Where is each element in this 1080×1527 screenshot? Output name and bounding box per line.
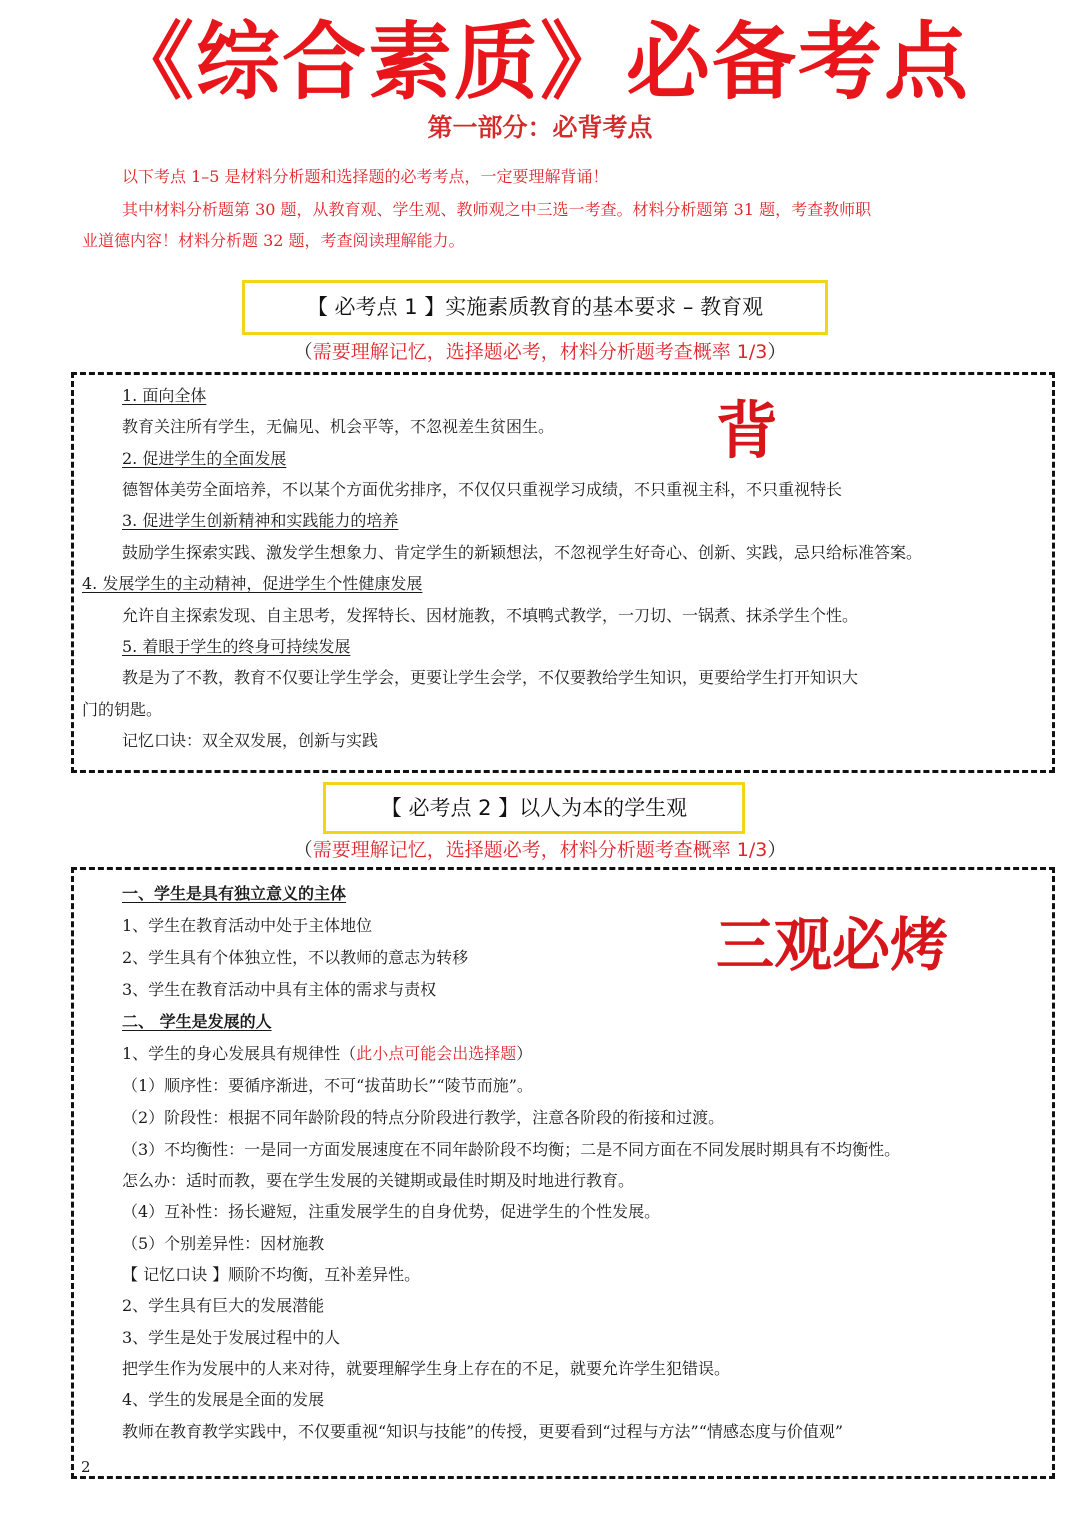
kp1-item-5-text: 教是为了不教，教育不仅要让学生学会，更要让学生会学，不仅要教给学生知识，更要给学生打开知识大 xyxy=(122,668,859,687)
kp2-line-stage: （2）阶段性：根据不同年龄阶段的特点分阶段进行教学，注意各阶段的衔接和过渡。 xyxy=(122,1108,725,1127)
kp1-note-open: （ xyxy=(293,341,313,363)
kp1-note xyxy=(0,339,1080,365)
kp2-heading: 【 必考点 2 】以人为本的学生观 xyxy=(380,796,688,820)
kp1-item-1-title: 1. 面向全体 xyxy=(122,386,207,405)
kp2-section-2-title: 二、 学生是发展的人 xyxy=(122,1012,272,1031)
kp2-line-process-text: 把学生作为发展中的人来对待，就要理解学生身上存在的不足，就要允许学生犯错误。 xyxy=(122,1359,731,1378)
kp2-line-sequence: （1）顺序性：要循序渐进，不可“拔苗助长”“陵节而施”。 xyxy=(122,1076,533,1095)
kp2-line-3: 3、学生在教育活动中具有主体的需求与责权 xyxy=(122,980,437,999)
intro-line-1: 以下考点 1–5 是材料分析题和选择题的必考考点，一定要理解背诵！ xyxy=(122,167,609,186)
kp1-note-close: ） xyxy=(767,341,787,363)
kp1-item-4-title: 4. 发展学生的主动精神，促进学生个性健康发展 xyxy=(82,574,423,593)
kp1-note-text: 需要理解记忆，选择题必考，材料分析题考查概率 1/3 xyxy=(312,341,768,363)
kp2-regularity-text: 1、学生的身心发展具有规律性（ xyxy=(122,1044,357,1063)
sub-title: 第一部分：必背考点 xyxy=(427,113,653,142)
kp2-line-imbalance: （3）不均衡性：一是同一方面发展速度在不同年龄阶段不均衡；二是不同方面在不同发展时期具有不均衡性。 xyxy=(122,1140,901,1159)
kp1-item-3-title: 3. 促进学生创新精神和实践能力的培养 xyxy=(122,511,399,530)
kp1-item-2-text: 德智体美劳全面培养，不以某个方面优劣排序，不仅仅只重视学习成绩，不只重视主科，不只重视特长 xyxy=(122,480,843,499)
kp1-heading: 【 必考点 1 】实施素质教育的基本要求 – 教育观 xyxy=(306,295,764,319)
kp2-line-1: 1、学生在教育活动中处于主体地位 xyxy=(122,916,373,935)
main-title: 《综合素质》必备考点 xyxy=(109,13,970,111)
kp1-item-5-text-cont: 门的钥匙。 xyxy=(82,700,163,719)
kp2-line-difference: （5）个别差异性：因材施教 xyxy=(122,1234,325,1253)
kp2-section-1-title: 一、学生是具有独立意义的主体 xyxy=(122,884,347,903)
kp1-heading-box xyxy=(242,280,828,335)
kp1-item-1-text: 教育关注所有学生，无偏见、机会平等，不忽视差生贫困生。 xyxy=(122,417,555,436)
kp2-stamp: 三观必烤 xyxy=(716,911,949,979)
kp1-item-5-title: 5. 着眼于学生的终身可持续发展 xyxy=(122,637,351,656)
kp2-line-howto: 怎么办：适时而教，要在学生发展的关键期或最佳时期及时地进行教育。 xyxy=(122,1171,635,1190)
kp2-line-process: 3、学生是处于发展过程中的人 xyxy=(122,1328,341,1347)
kp2-line-mnemonic: 【 记忆口诀 】顺阶不均衡，互补差异性。 xyxy=(122,1265,421,1284)
kp2-line-all-round: 4、学生的发展是全面的发展 xyxy=(122,1390,325,1409)
kp2-regularity-close: ） xyxy=(516,1044,533,1063)
kp2-note-open: （ xyxy=(293,839,313,861)
intro-line-3: 业道德内容！材料分析题 32 题，考查阅读理解能力。 xyxy=(82,231,465,250)
kp1-item-3-text: 鼓励学生探索实践、激发学生想象力、肯定学生的新颖想法，不忽视学生好奇心、创新、实践，忌只给标准答案。 xyxy=(122,543,923,562)
kp2-note-close: ） xyxy=(767,839,787,861)
kp2-line-potential: 2、学生具有巨大的发展潜能 xyxy=(122,1296,325,1315)
kp2-line-2: 2、学生具有个体独立性，不以教师的意志为转移 xyxy=(122,948,469,967)
kp2-note xyxy=(0,837,1080,863)
kp2-heading-box xyxy=(323,782,745,834)
kp1-stamp: 背 xyxy=(716,394,779,467)
intro-line-2: 其中材料分析题第 30 题，从教育观、学生观、教师观之中三选一考查。材料分析题第 31 题，考查教师职 xyxy=(122,200,872,219)
kp1-item-4-text: 允许自主探索发现、自主思考，发挥特长、因材施教，不填鸭式教学，一刀切、一锅煮、抹杀学生个性。 xyxy=(122,606,859,625)
page-number: 2 xyxy=(81,1458,91,1476)
kp2-line-complement: （4）互补性：扬长避短，注重发展学生的自身优势，促进学生的个性发展。 xyxy=(122,1202,661,1221)
kp2-line-regularity xyxy=(122,1043,532,1065)
kp2-note-text: 需要理解记忆，选择题必考，材料分析题考查概率 1/3 xyxy=(312,839,768,861)
kp1-mnemonic: 记忆口诀：双全双发展，创新与实践 xyxy=(122,731,379,750)
kp1-item-2-title: 2. 促进学生的全面发展 xyxy=(122,449,287,468)
kp2-line-all-round-text: 教师在教育教学实践中，不仅要重视“知识与技能”的传授，更要看到“过程与方法”“情感态度与价值观” xyxy=(122,1422,844,1441)
kp2-regularity-note: 此小点可能会出选择题 xyxy=(356,1044,517,1063)
